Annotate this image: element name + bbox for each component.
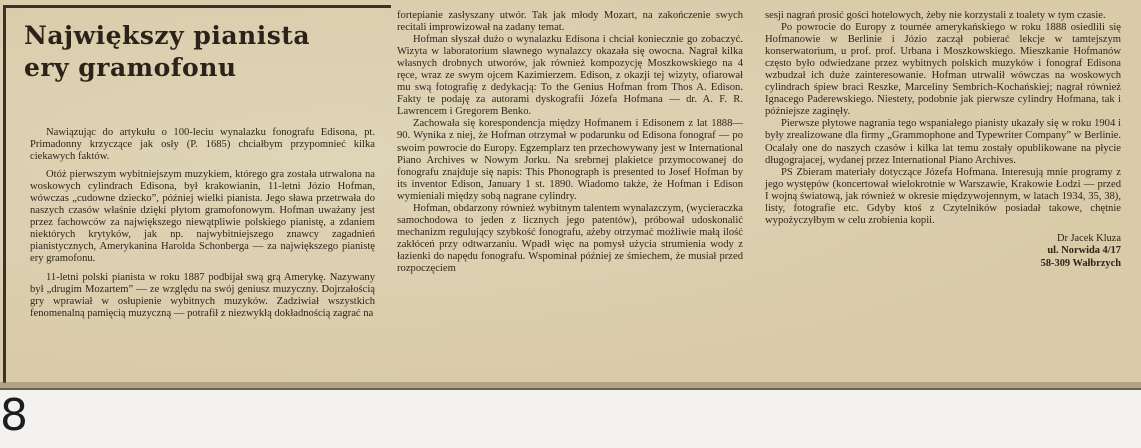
column-3 bbox=[765, 10, 1121, 270]
page-number: 8 bbox=[0, 390, 28, 441]
author-city: 58-309 Wałbrzych bbox=[1040, 257, 1121, 269]
headline-line-2: ery gramofonu bbox=[24, 53, 237, 82]
paragraph: Zachowała się korespondencja między Hofmanem i Edisonem z lat 1888—90. Wynika z niej, że Hofman otrzymał w podarunku od Edisona fonograf — po swoim powrocie do Europy. Egzemplarz ten przechowywany jest w International Piano Archives w Nowym Jorku. Na srebrnej plakietce przymocowanej do fonografu znajduje się napis: This Phonograph is presented to Josef Hofman by its inventor Edison, January 1 st. 1890. Wiadomo także, że Hofman i Edison wymieniali między sobą nagrane cylindry. bbox=[397, 118, 743, 202]
column-2 bbox=[397, 10, 743, 275]
headline bbox=[24, 20, 354, 84]
paragraph: Pierwsze płytowe nagrania tego wspaniałego pianisty ukazały się w roku 1904 i były zrealizowane dla firmy „Grammophone and Typewriter Company” w Berlinie. Ocalały one do naszych czasów i kilka lat temu zostały opublikowane na płycie długograjacej, wydanej przez International Piano Archives. bbox=[765, 118, 1121, 166]
paragraph: 11-letni polski pianista w roku 1887 podbijał swą grą Amerykę. Nazywany był „drugim Mozartem” — ze względu na swój geniusz muzyczny. Dojrzałością gry wprawiał w osłupienie wybitnych muzyków. Zadziwiał wszystkich fenomenalną pamięcią muzyczną — potrafił z niezwykłą dokładnością zagrać na bbox=[30, 271, 375, 319]
author-name: Dr Jacek Kluza bbox=[1056, 232, 1121, 244]
paragraph: Hofman, obdarzony również wybitnym talentem wynalazczym, (wycieraczka samochodowa to jeden z licznych jego patentów), próbował udoskonalić mechanizm regulujący szybkość fonografu, ażeby otrzymać możliwie małą ilość zakłóceń przy odtwarzaniu. Wpadł więc na pomysł użycia strumienia wody z łazienki do napędu fonografu. Wspominał później ze śmiechem, że musiał przed rozpoczęciem bbox=[397, 202, 743, 274]
paragraph: Po powrocie do Europy z tournée amerykańskiego w roku 1888 osiedlili się Hofmanowie w Berlinie i Józio zaczął pobierać lekcje w tamtejszym konserwatorium, u prof. prof. Urbana i Moszkowskiego. Mieszkanie Hofmanów często było odwiedzane przez wybitnych polskich muzyków i fonograf Edisona wzbudzał ich duże zainteresowanie. Hofman utrwalił wówczas na woskowych cylindrach śpiew braci Reszke, Marceliny Sembrich-Kochańskiej; nagrał również Ignacego Paderewskiego. Niestety, podobnie jak pierwsze cylindry Hofmana, tak i późniejsze zaginęły. bbox=[765, 22, 1121, 118]
clipping-edge bbox=[0, 382, 1141, 388]
signature bbox=[765, 233, 1121, 271]
paragraph: Hofman słyszał dużo o wynalazku Edisona i chciał koniecznie go zobaczyć. Wizyta w laboratorium sławnego wynalazcy okazała się owocna. Nagrał kilka własnych drobnych utworów, jak również kompozycję Moszkowskiego na 4 ręce, wraz ze swym ojcem Kazimierzem. Edison, z okazji tej wizyty, ofiarował mu swą fotografię z dedykacją: To the Genius Hofman from Thos A. Edison. Fakty te podaję za autorami dyskografii Józefa Hofmana — dr. A. F. R. Lawrencem i Gregorem Benko. bbox=[397, 34, 743, 118]
paragraph: fortepianie zasłyszany utwór. Tak jak młody Mozart, na zakończenie swych recitali improwizował na zadany temat. bbox=[397, 10, 743, 34]
paragraph: sesji nagrań prosić gości hotelowych, żeby nie korzystali z toalety w tym czasie. bbox=[765, 10, 1106, 21]
headline-line-1: Największy pianista bbox=[24, 21, 311, 50]
paragraph: Otóż pierwszym wybitniejszym muzykiem, którego gra została utrwalona na woskowych cylindrach Edisona, był krakowianin, 11-letni Józio Hofman, wówczas „cudowne dziecko”, później wielki pianista. Jego sława przetrwała do naszych czasów właśnie dzięki płytom gramofonowym. Hofman uważany jest przez fachowców za największego niewątpliwie polskiego pianistę, a zdaniem niektórych krytyków, jak np. najwybitniejszego znawcy zagadnień pianistycznych, Amerykanina Harolda Schonberga — za największego pianistę ery gramofonu. bbox=[30, 169, 375, 265]
column-1 bbox=[30, 127, 375, 320]
paragraph: Nawiązując do artykułu o 100-leciu wynalazku fonografu Edisona, pt. Primadonny krzyczące jak osły (P. 1685) chciałbym przypomnieć kilka ciekawych faktów. bbox=[30, 127, 375, 163]
paragraph: PS Zbieram materiały dotyczące Józefa Hofmana. Interesują mnie programy z jego występów (koncertował wielokrotnie w Warszawie, Krakowie Łodzi — przed I wojną światową, jak również w okresie międzywojennym, w latach 1934, 35, 38), listy, fotografie etc. Gdyby ktoś z Czytelników posiadał takowe, chętnie wypożyczyłbym w celu zrobienia kopii. bbox=[765, 166, 1121, 226]
author-street: ul. Norwida 4/17 bbox=[1047, 245, 1121, 257]
